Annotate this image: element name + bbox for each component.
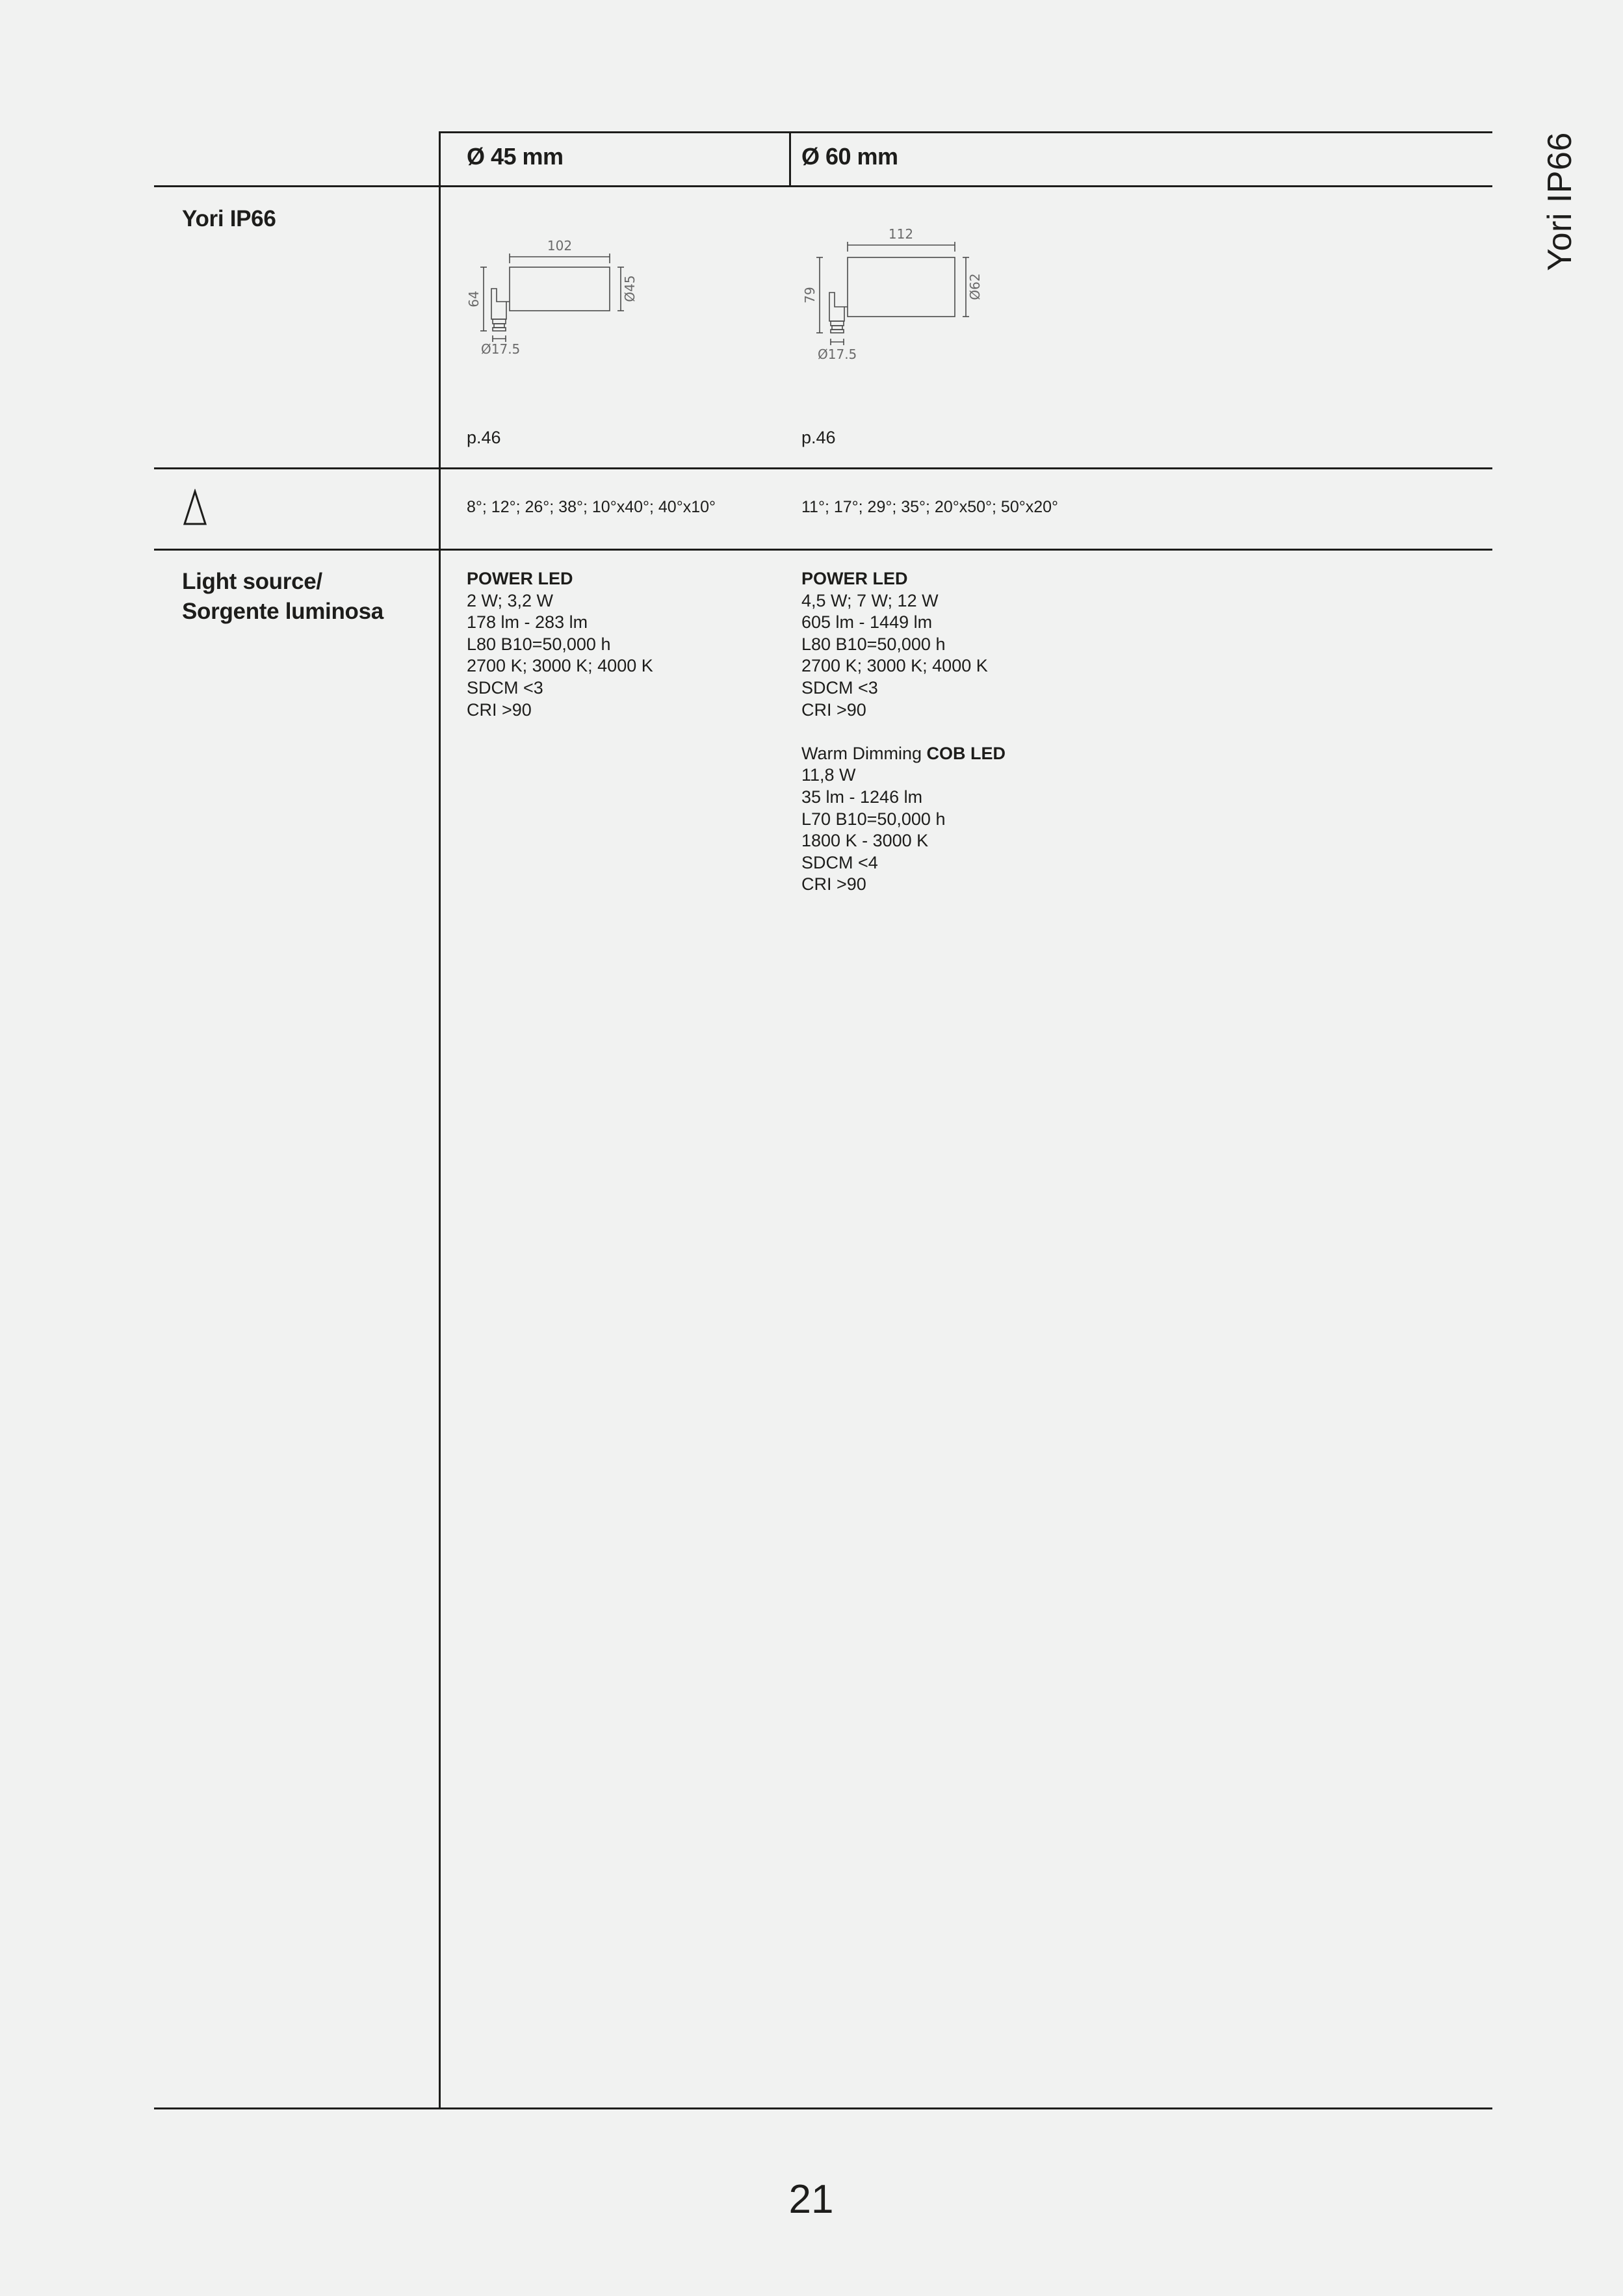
spec-60-second-line: 1800 K - 3000 K (801, 831, 929, 851)
spec-60-second-line: 35 lm - 1246 lm (801, 787, 923, 807)
light-source-spec-60 (801, 568, 1006, 896)
beam-angles-45: 8°; 12°; 26°; 38°; 10°x40°; 40°x10° (467, 498, 716, 516)
drawing-60-height: 79 (802, 287, 818, 304)
drawing-60-length: 112 (888, 226, 914, 242)
beam-row-bottom-rule (154, 549, 1492, 551)
drawing-45-height: 64 (466, 291, 482, 307)
label-column-divider (439, 131, 441, 2109)
spec-60-second-line: CRI >90 (801, 874, 866, 894)
spec-60-line: 605 lm - 1449 lm (801, 612, 933, 633)
spec-60-second-line: 11,8 W (801, 765, 856, 785)
beam-angles-60: 11°; 17°; 29°; 35°; 20°x50°; 50°x20° (801, 498, 1059, 516)
product-row-bottom-rule (154, 467, 1492, 469)
spec-60-line: SDCM <3 (801, 677, 878, 698)
spec-60-line: 2700 K; 3000 K; 4000 K (801, 656, 988, 676)
spec-45-line: 2 W; 3,2 W (467, 590, 554, 610)
light-source-label (182, 567, 383, 627)
side-title (1521, 130, 1599, 273)
product-row-label (182, 204, 276, 234)
drawing-45-length: 102 (547, 238, 573, 254)
drawing-60-base: Ø17.5 (818, 346, 857, 362)
spec-60-second-prefix: Warm Dimming (801, 743, 922, 763)
drawing-60-diameter: Ø62 (967, 273, 983, 300)
page-number: 21 (788, 2177, 834, 2222)
side-title-text: Yori IP66 (1541, 132, 1579, 271)
drawing-45-diameter: Ø45 (622, 275, 638, 302)
spec-60-line: L80 B10=50,000 h (801, 634, 946, 654)
drawing-45-base: Ø17.5 (481, 341, 521, 357)
header-column-divider (789, 131, 791, 187)
technical-drawing-45 (455, 231, 669, 367)
table-top-rule (439, 131, 1492, 133)
table-bottom-rule (154, 2107, 1492, 2109)
page-ref-45: p.46 (467, 428, 501, 447)
light-source-spec-45 (467, 568, 653, 721)
spec-60-second-line: SDCM <4 (801, 852, 878, 872)
header-bottom-rule (154, 185, 1492, 187)
spec-45-line: CRI >90 (467, 699, 532, 720)
spec-45-line: SDCM <3 (467, 677, 543, 698)
beam-angle-icon (182, 489, 208, 528)
spec-60-second-title: COB LED (926, 743, 1006, 763)
light-source-label-line1: Light source/ (182, 569, 322, 594)
spec-45-title: POWER LED (467, 569, 573, 588)
light-source-label-line2: Sorgente luminosa (182, 599, 383, 624)
column-heading-60: Ø 60 mm (801, 143, 898, 170)
spec-45-line: 2700 K; 3000 K; 4000 K (467, 656, 653, 676)
spec-45-line: L80 B10=50,000 h (467, 634, 611, 654)
spec-60-title: POWER LED (801, 569, 908, 588)
product-name: Yori IP66 (182, 206, 276, 231)
spec-60-second-line: L70 B10=50,000 h (801, 809, 946, 829)
technical-drawing-60 (790, 221, 1011, 367)
spec-60-line: 4,5 W; 7 W; 12 W (801, 590, 939, 610)
page-ref-60: p.46 (801, 428, 836, 447)
spec-45-line: 178 lm - 283 lm (467, 612, 588, 633)
column-heading-45: Ø 45 mm (467, 143, 564, 170)
spec-60-line: CRI >90 (801, 699, 866, 720)
